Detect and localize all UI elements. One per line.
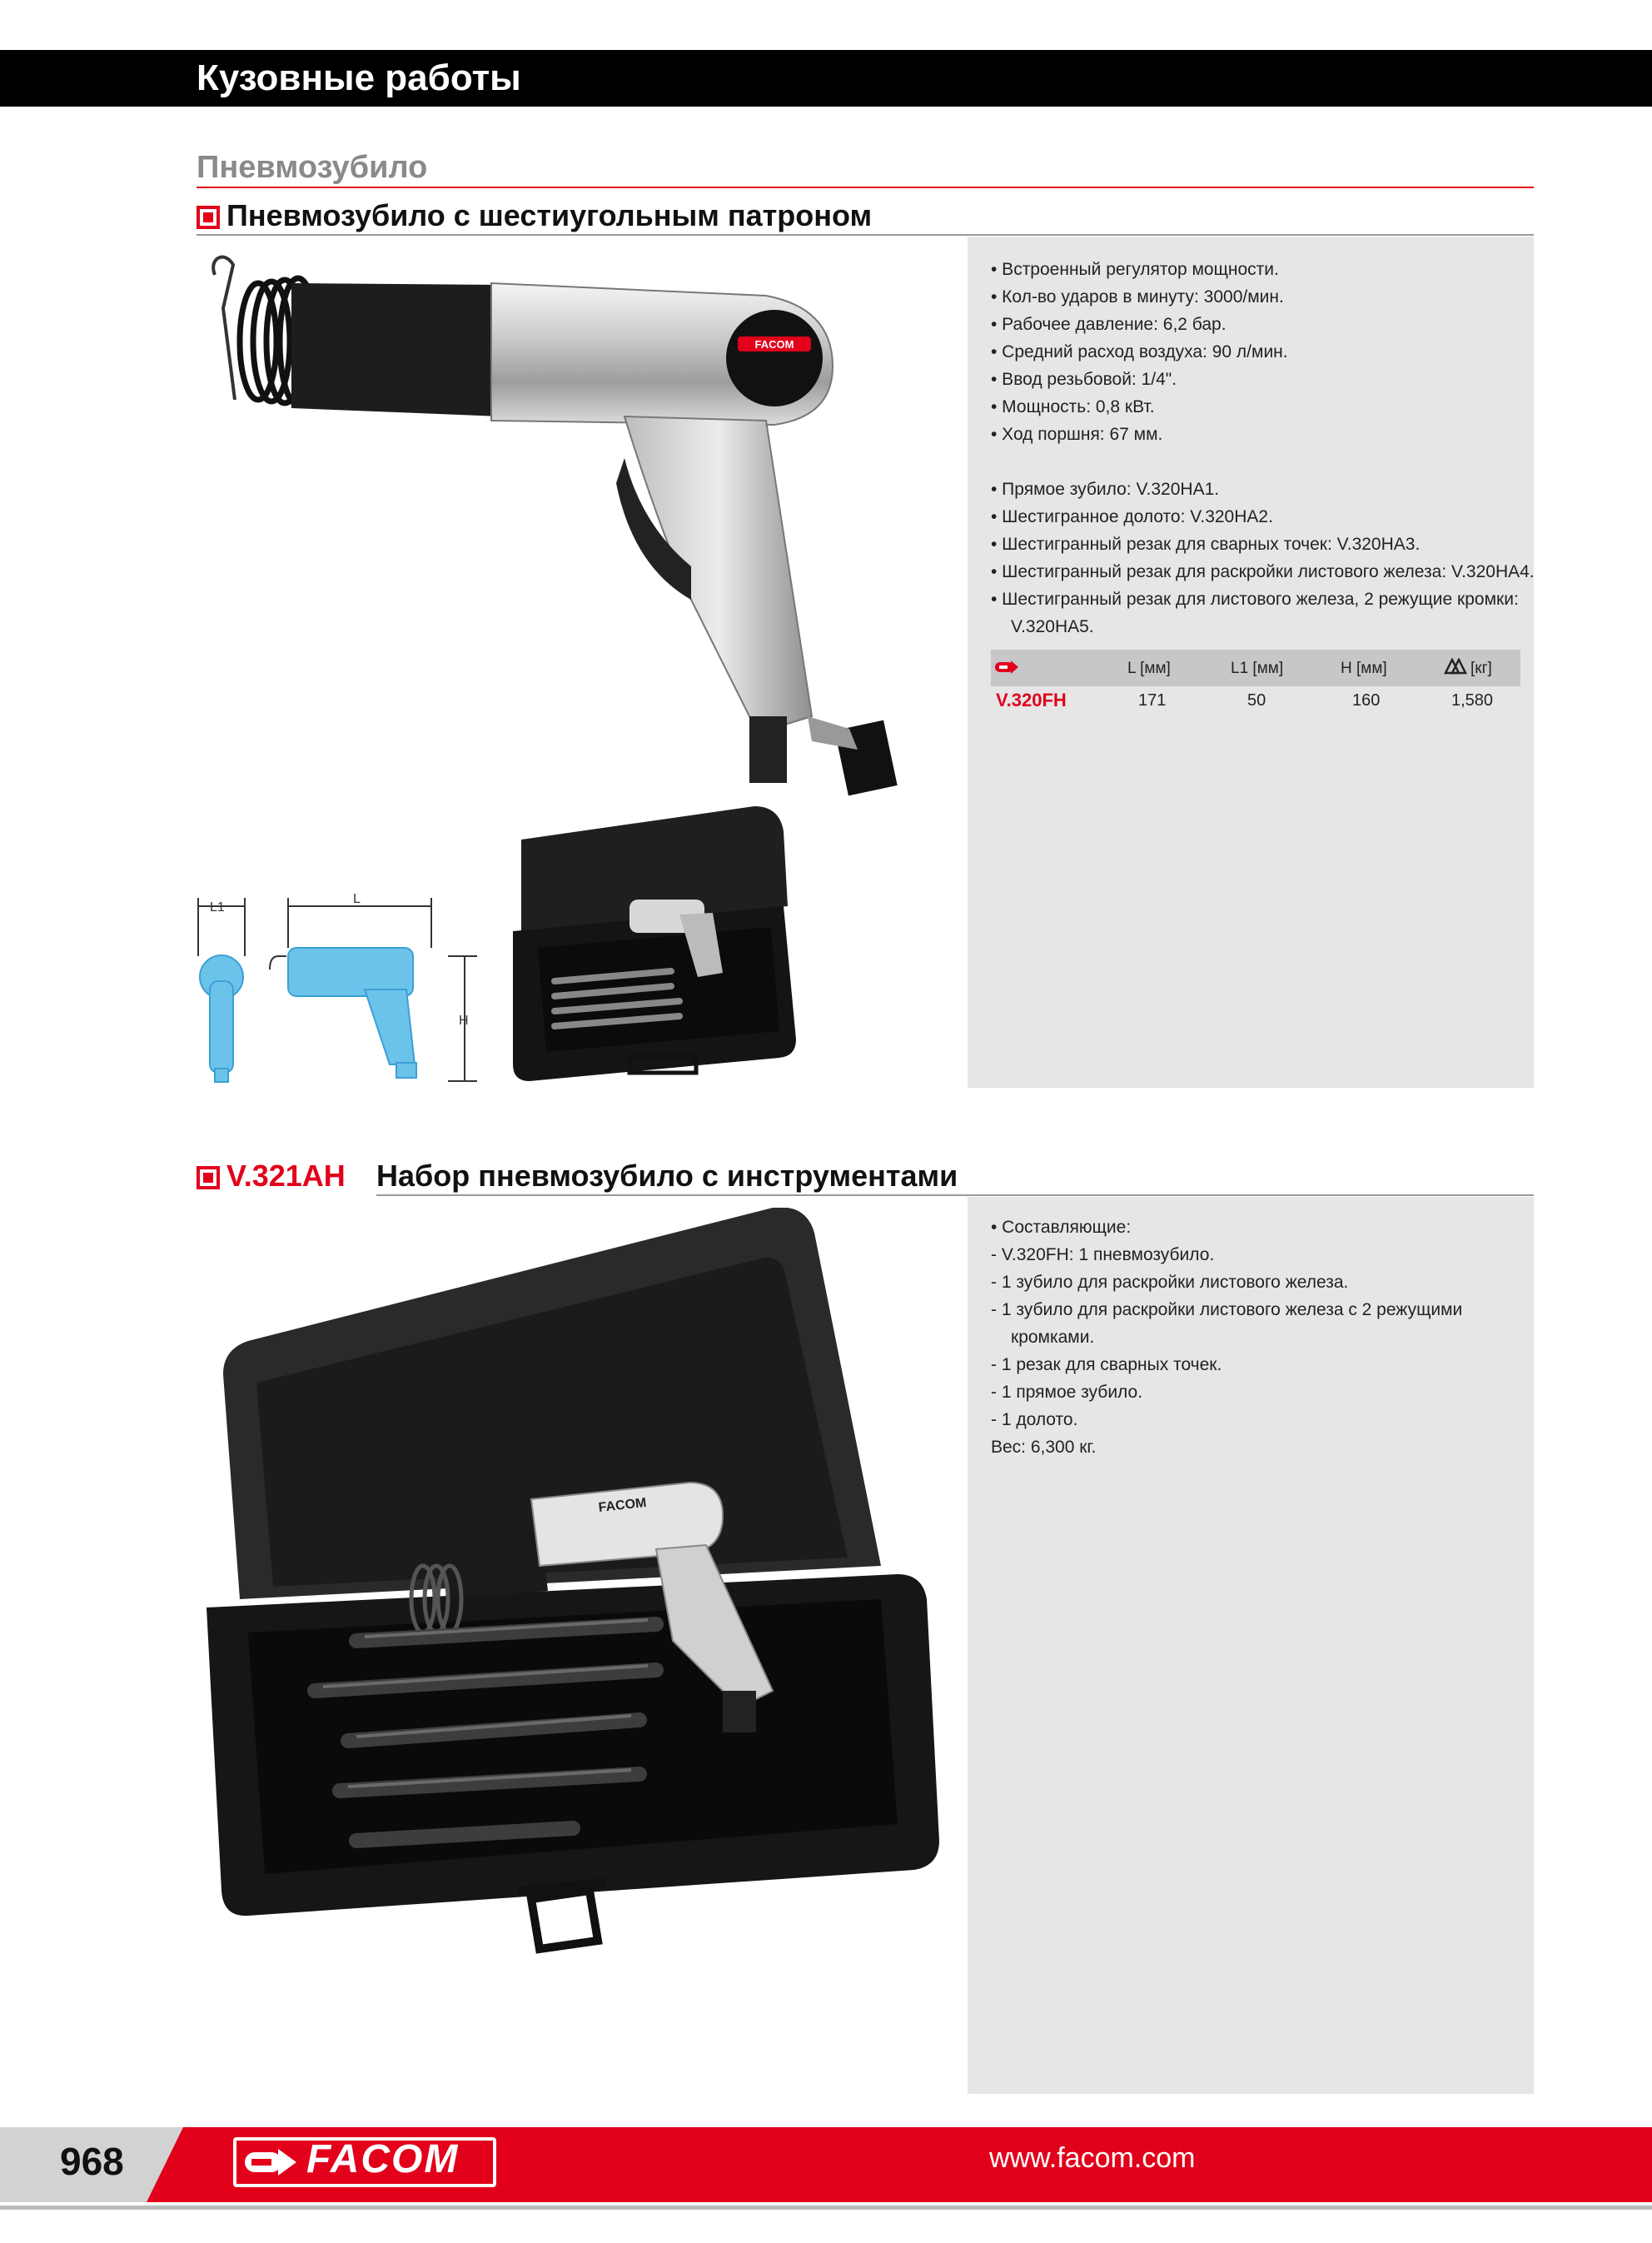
accessory-line: • Шестигранный резак для раскройки листового железа: V.320HA4.	[991, 562, 1535, 581]
product-marker-icon	[197, 206, 220, 229]
section-title: Кузовные работы	[197, 57, 521, 98]
product-reference: V.320FH	[996, 690, 1067, 710]
product2-title: Набор пневмозубило с инструментами	[376, 1159, 958, 1193]
col-header-h: H [мм]	[1341, 660, 1387, 677]
accessory-line: • Шестигранный резак для листового железа, 2 режущие кромки:	[991, 590, 1519, 609]
footer-underline	[0, 2206, 1652, 2210]
feature-line: • Рабочее давление: 6,2 бар.	[991, 315, 1227, 334]
facom-logo-icon	[243, 2147, 298, 2177]
content-line: • Составляющие:	[991, 1218, 1132, 1237]
category-title: Пневмозубило	[197, 150, 428, 185]
reference-icon	[994, 658, 1019, 676]
col-header-l: L [мм]	[1127, 660, 1171, 677]
product-marker-icon	[197, 1166, 220, 1189]
content-line: - 1 прямое зубило.	[991, 1383, 1143, 1402]
case-small-image	[505, 806, 804, 1089]
content-line: - 1 зубило для раскройки листового железа.	[991, 1273, 1349, 1292]
feature-line: • Мощность: 0,8 кВт.	[991, 397, 1155, 416]
product1-divider	[197, 234, 1534, 236]
dimension-label-l: L	[353, 892, 361, 906]
website-link[interactable]: www.facom.com	[989, 2142, 1196, 2174]
cell-l1: 50	[1247, 691, 1266, 710]
feature-line: • Ввод резьбовой: 1/4".	[991, 370, 1177, 389]
accessory-line: • Прямое зубило: V.320HA1.	[991, 480, 1220, 499]
weight-line: Вес: 6,300 кг.	[991, 1438, 1097, 1457]
accessory-line: • Шестигранный резак для сварных точек: V.320HA3.	[991, 535, 1421, 554]
content-line: - 1 долото.	[991, 1410, 1078, 1429]
col-header-weight: [кг]	[1470, 660, 1492, 677]
dimension-label-h: H	[459, 1014, 469, 1028]
cell-l: 171	[1138, 691, 1167, 710]
content-line: - 1 зубило для раскройки листового железа с 2 режущими	[991, 1300, 1463, 1319]
content-line: кромками.	[1011, 1328, 1095, 1347]
product1-features	[991, 256, 1535, 641]
feature-line: • Ход поршня: 67 мм.	[991, 425, 1163, 444]
cell-h: 160	[1352, 691, 1381, 710]
air-hammer-image	[192, 250, 941, 800]
facom-logo-text: FACOM	[306, 2137, 460, 2181]
product2-code: V.321AH	[226, 1159, 346, 1193]
product2-contents	[991, 1214, 1462, 1461]
tool-logo: FACOM	[754, 338, 794, 351]
category-divider	[197, 187, 1534, 188]
case-kit-image	[190, 1208, 956, 1957]
col-header-l1: L1 [мм]	[1231, 660, 1284, 677]
product2-divider	[376, 1194, 1534, 1196]
page-number: 968	[60, 2140, 124, 2183]
content-line: - V.320FH: 1 пневмозубило.	[991, 1245, 1215, 1264]
feature-line: • Средний расход воздуха: 90 л/мин.	[991, 342, 1288, 361]
content-line: - 1 резак для сварных точек.	[991, 1355, 1222, 1374]
dimension-label-l1: L1	[210, 900, 225, 915]
cell-weight: 1,580	[1451, 691, 1494, 710]
dimension-diagram	[190, 890, 490, 1089]
feature-line: • Кол-во ударов в минуту: 3000/мин.	[991, 287, 1284, 307]
accessory-line: • Шестигранное долото: V.320HA2.	[991, 507, 1273, 526]
weight-icon	[1444, 658, 1467, 675]
tool-logo: FACOM	[597, 1496, 648, 1515]
product1-title: Пневмозубило с шестиугольным патроном	[226, 198, 873, 232]
accessory-line: V.320HA5.	[1011, 617, 1094, 636]
feature-line: • Встроенный регулятор мощности.	[991, 260, 1279, 279]
